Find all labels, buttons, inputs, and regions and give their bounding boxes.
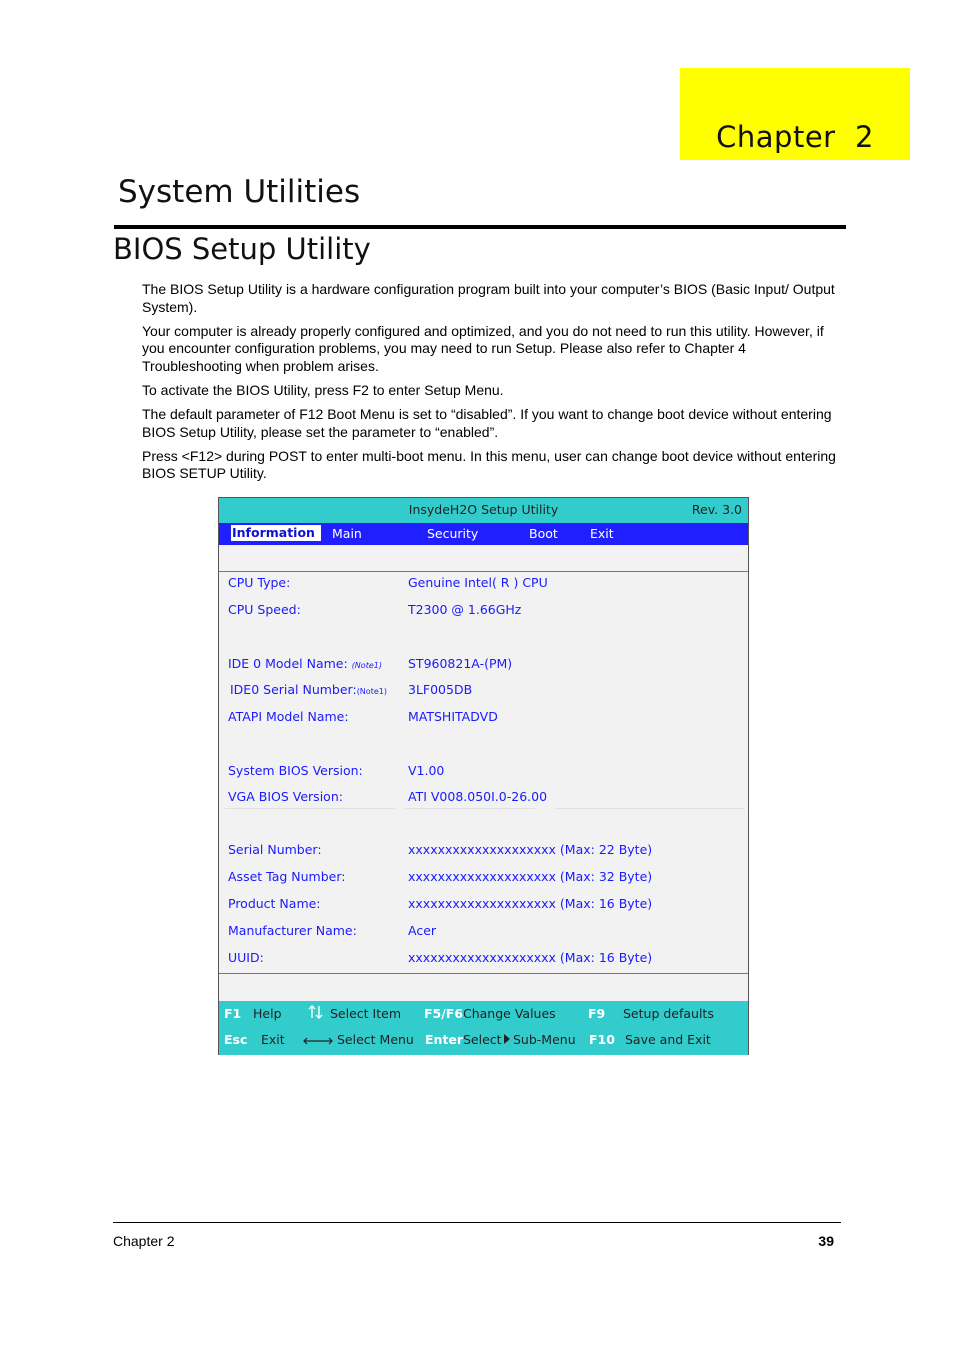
chapter-label: Chapter 2 [716, 120, 874, 154]
submenu-arrow-icon [504, 1034, 510, 1044]
ide0-model-value: ST960821A-(PM) [408, 656, 513, 671]
atapi-model-label: ATAPI Model Name: [228, 709, 349, 724]
manufacturer-name-label: Manufacturer Name: [228, 923, 357, 938]
footer-divider [113, 1222, 841, 1223]
bios-separator [219, 571, 748, 572]
asset-tag-value: xxxxxxxxxxxxxxxxxxxx (Max: 32 Byte) [408, 869, 653, 884]
f9-defaults [588, 1006, 605, 1021]
bios-screenshot [218, 497, 749, 1055]
ide0-serial-label [230, 682, 387, 697]
bios-header [219, 498, 748, 523]
f10-save [589, 1032, 615, 1047]
divider [225, 808, 395, 809]
vga-bios-version-label: VGA BIOS Version: [228, 789, 343, 804]
chapter-banner [680, 68, 910, 160]
page-title: System Utilities [118, 174, 361, 210]
ide0-model-label [228, 656, 382, 671]
bios-revision: Rev. 3.0 [691, 502, 742, 517]
vga-bios-version-value: ATI V008.050I.0-26.00 [408, 789, 548, 804]
body-text [142, 281, 842, 489]
f5f6-key: F5/F6 [424, 1006, 464, 1021]
system-bios-version-value: V1.00 [408, 763, 445, 778]
divider [555, 808, 745, 809]
enter-select-label: Select [463, 1032, 502, 1047]
sub-menu-label: Sub-Menu [513, 1032, 576, 1047]
paragraph: Your computer is already properly configured and optimized, and you do not need to run this utility. However, if you encounter configuration problems, you may need to run Setup. Please also refer to Chapter 4 Troubleshooting when problem arises. [142, 322, 824, 374]
save-and-exit-label: Save and Exit [625, 1032, 711, 1047]
exit-label: Exit [261, 1032, 285, 1047]
page-number: 39 [818, 1233, 834, 1249]
cpu-speed-label: CPU Speed: [228, 602, 301, 617]
select-menu-label: Select Menu [337, 1032, 414, 1047]
up-down-arrow-icon [307, 1004, 325, 1020]
esc-exit [224, 1032, 247, 1047]
atapi-model-value: MATSHITADVD [408, 709, 498, 724]
f5f6-change [424, 1006, 463, 1021]
bios-tab-exit[interactable]: Exit [590, 526, 614, 541]
paragraph: Press <F12> during POST to enter multi-boot menu. In this menu, user can change boot device without entering BIOS SETUP Utility. [142, 447, 836, 482]
select-item-label: Select Item [330, 1006, 401, 1021]
note-marker: (Note1) [351, 661, 382, 670]
bios-tab-boot[interactable]: Boot [529, 526, 558, 541]
product-name-value: xxxxxxxxxxxxxxxxxxxx (Max: 16 Byte) [408, 896, 653, 911]
paragraph: To activate the BIOS Utility, press F2 to enter Setup Menu. [142, 381, 504, 398]
enter-select [425, 1032, 463, 1047]
system-bios-version-label: System BIOS Version: [228, 763, 363, 778]
paragraph: The BIOS Setup Utility is a hardware configuration program built into your computer’s BIOS (Basic Input/ Output System). [142, 281, 835, 315]
divider [405, 808, 535, 809]
enter-key: Enter [425, 1032, 464, 1047]
cpu-speed-value: T2300 @ 1.66GHz [408, 602, 522, 617]
serial-number-value: xxxxxxxxxxxxxxxxxxxx (Max: 22 Byte) [408, 842, 653, 857]
left-right-arrow-icon [303, 1036, 333, 1046]
bios-separator [219, 973, 748, 974]
note-marker: (Note1) [356, 687, 387, 696]
change-values-label: Change Values [463, 1006, 556, 1021]
serial-number-label: Serial Number: [228, 842, 322, 857]
esc-key: Esc [224, 1032, 248, 1047]
setup-defaults-label: Setup defaults [623, 1006, 714, 1021]
asset-tag-label: Asset Tag Number: [228, 869, 346, 884]
section-title: BIOS Setup Utility [113, 232, 371, 266]
bios-menu-bar [219, 523, 748, 545]
bios-tab-main[interactable]: Main [332, 526, 362, 541]
bios-key-help [219, 1001, 748, 1055]
footer-chapter: Chapter 2 [113, 1233, 175, 1249]
f1-help-label: Help [253, 1006, 282, 1021]
ide0-serial-label-text: IDE0 Serial Number: [230, 682, 357, 697]
bios-tab-information[interactable]: Information [231, 525, 321, 541]
uuid-value: xxxxxxxxxxxxxxxxxxxx (Max: 16 Byte) [408, 950, 653, 965]
uuid-label: UUID: [228, 950, 264, 965]
ide0-model-label-text: IDE 0 Model Name: [228, 656, 348, 671]
f1-key: F1 [224, 1006, 242, 1021]
product-name-label: Product Name: [228, 896, 321, 911]
f9-key: F9 [588, 1006, 606, 1021]
bios-tab-security[interactable]: Security [427, 526, 479, 541]
cpu-type-label: CPU Type: [228, 575, 291, 590]
f1-help [224, 1006, 241, 1021]
paragraph: The default parameter of F12 Boot Menu is set to “disabled”. If you want to change boot device without entering BIOS Setup Utility, please set the parameter to “enabled”. [142, 406, 832, 440]
bios-title: InsydeH2O Setup Utility [408, 502, 559, 517]
title-divider [114, 225, 846, 229]
ide0-serial-value: 3LF005DB [408, 682, 473, 697]
bios-info-panel [219, 573, 748, 973]
f10-key: F10 [589, 1032, 615, 1047]
cpu-type-value: Genuine Intel( R ) CPU [408, 575, 548, 590]
manufacturer-name-value: Acer [408, 923, 437, 938]
